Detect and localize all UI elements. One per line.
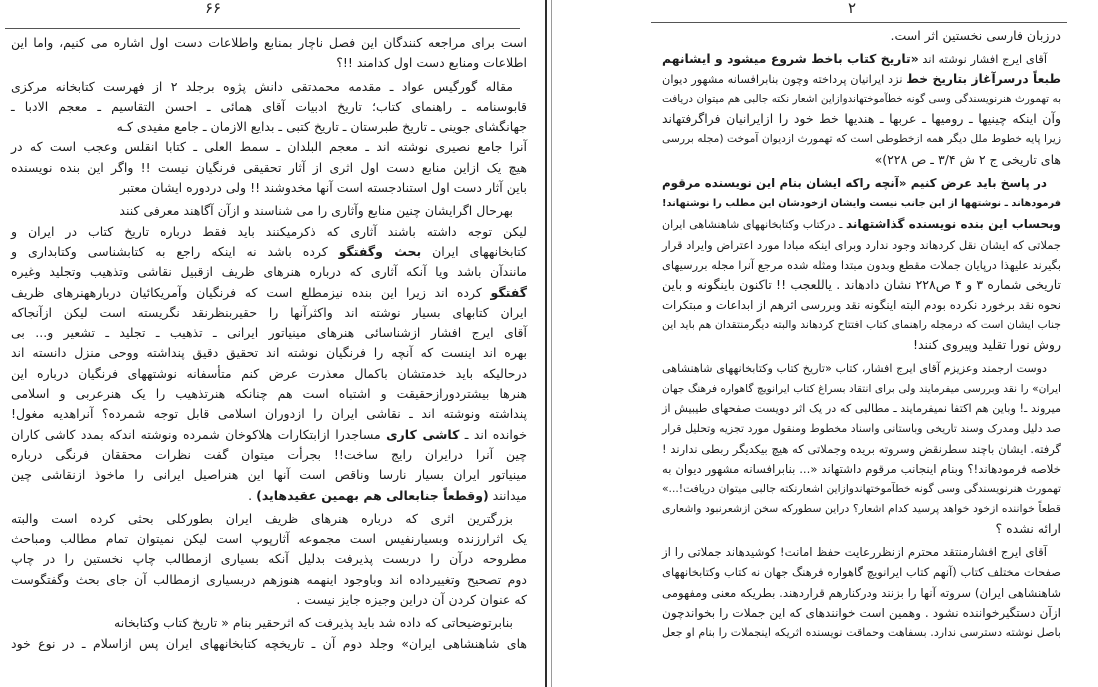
text-line: درحالیکه باید خدمتشان باکمال معذرت عرض کنم متأسفانه نوشتههای فرنگیان درباره این <box>11 365 527 381</box>
text-line <box>10 486 527 506</box>
text-line: ازآن دستگیرخواننده نشود . وهمین است خوانندهای که این جملات را بخواندچون <box>662 605 1061 620</box>
text-line: تهمورث هنرنویسندگی وسی گونه خطآموختهاندوازاین اشعارنکته جالبی میتوان دریافت!...» <box>662 482 1061 496</box>
paragraph <box>661 26 1061 46</box>
paragraph <box>661 173 1061 356</box>
text-line: است برای مراجعه کنندگان این فصل ناچار بمنابع واطلاعات دست اول اشاره می کنیم، واما این <box>11 35 527 50</box>
text-segment: . <box>248 487 257 503</box>
header-rule <box>5 28 520 29</box>
text-segment: کتابخانههای ایران <box>421 243 527 259</box>
page-number: ۶۶ <box>205 0 222 17</box>
text-line <box>10 425 527 445</box>
text-line: وآن اینکه چینیها ـ رومیها ـ عربها ـ هندیها خط خود را ازایرانیان فراگرفتهاند <box>662 111 1061 127</box>
text-line: بزرگترین اثری که درباره هنرهای ظریف ایران بطورکلی بحثی کرده است والبته <box>11 510 513 526</box>
text-line: ارائه نشده ؟ <box>995 521 1061 537</box>
text-segment: کرده اند زیرا این بنده نیزمطلع است که فرنگیان وآمریکائیان دربارههنرهای ظریف <box>11 284 491 300</box>
text-line: آقای ایرج افشار ازشناسائی هنرهای مینیاتور ایرانی ـ تذهیب ـ تجلید ـ تشعیر و... بی <box>11 325 527 341</box>
text-line: دوم تصحیح وتغییرداده اند وباوجود اینهمه هنوزهم دربسیاری ازمطالب آن جای بحث وگفتگوست <box>11 571 527 587</box>
text-line: مقاله گورگیس عواد ـ مقدمه محمدتقی دانش پژوه برجلد ۲ از فهرست کتابخانه مرکزی <box>10 78 513 94</box>
text-segment: ـ درکتاب وکتابخانههای شاهنشاهی ایران <box>662 217 847 231</box>
text-line: صفحات مختلف کتاب (آنهم کتاب ایرانویچ گاهواره فرهنگ جهان نه کتاب وکتابخانههای <box>662 565 1061 580</box>
paragraph <box>10 201 527 505</box>
text-line: لیکن توجه داشته باشند آثاری که ذکرمیکنند باید فقط درباره تاریخ کتاب در ایران و <box>11 223 527 239</box>
text-line: بهره اند اینست که آنچه را فرنگیان نوشته اند تحقیق دقیق پنداشته ووحی منزل دانسته اند <box>11 345 527 361</box>
text-line: نحوه نقد برخورد نکرده بودم البته اینگونه نقد وبررسی اثرهم از ابداعات و مبتکرات <box>662 298 1061 313</box>
text-line: چین آنرا درایران رایج ساخت!! بجرأت میتوان گفت نظرات محققان فرنگی درباره <box>11 446 527 462</box>
text-line: گرفته. ایشان باچند سطرنقض وسروته بریده وجملاتی که هیچ بیکدیگر ربطی ندارند ! <box>662 441 1061 456</box>
paragraph <box>10 33 527 74</box>
paragraph <box>661 542 1061 642</box>
bold-text-segment: «تاریخ کتاب باخط شروع میشود و ایشانهم <box>662 52 919 67</box>
text-segment: مساجدرا ازابتکارات هلاکوخان شمرده ونوشته اندکه بمدد کاشی کاران <box>10 426 387 442</box>
text-line <box>661 173 1047 194</box>
text-segment: آقای ایرج افشار نوشته اند <box>918 52 1047 67</box>
right-page <box>551 0 1098 687</box>
text-line: مطروحه درآن را دربست پذیرفت بدلیل آنکه بسیاری ازمطالب چاپ نخستین را در چاپ <box>11 551 527 567</box>
text-line: خلاصه فرمودهاند!؟ وبنام اینجانب مرقوم داشتهاند «... بنابرافسانه مشهور دیوان به <box>662 461 1061 476</box>
text-segment: کرده باشد نه اینکه راجع به کتابشناسی وکتابداری و <box>10 243 339 259</box>
bold-text-segment: (وقطعاً جنابعالی هم بهمین عقیدهاید) <box>256 487 489 503</box>
bold-text-segment: کاشی کاری <box>386 426 460 442</box>
left-page <box>0 0 547 687</box>
text-line: بنابرتوضیحاتی که داده شد باید پذیرفت که اثرحقیر بنام « تاریخ کتاب وکتابخانه <box>114 615 513 631</box>
text-line <box>10 283 527 303</box>
text-line: ایران کتابهای بسیار نوشته اند واکثرآنها را حقیربنظرنقد نگریسته است لیکن ازآنجاکه <box>11 304 527 320</box>
text-line: پنداشته ونوشته اند ـ نقاشی ایران را ازدوران اسلامی قابل توجه شمرده؟ آنراهدیه مغول! <box>11 406 527 422</box>
text-line <box>661 194 1061 214</box>
text-line: قطعاً خواننده ازخود خواهد پرسید کدام اشعار؟ دراین سطورکه سخن ازشعرنبود واشعاری <box>662 502 1061 516</box>
bold-text-segment: در پاسخ باید عرض کنیم «آنچه راکه ایشان بنام این نویسنده مرقوم <box>662 175 1047 190</box>
page-text <box>10 33 527 654</box>
text-line <box>661 69 1061 89</box>
bold-text-segment: گفتگو <box>490 284 527 300</box>
text-line <box>10 242 527 262</box>
paragraph <box>661 359 1061 540</box>
text-line: زیرا پایه خطوط ملل دیگر همه ازخطوطی است که تهمورث ازدیوان آموخت (مجله بررسی <box>662 132 1061 146</box>
header-rule <box>651 22 1067 23</box>
text-line: هیچ یک ازاین منابع دست اول اثری از آثار تحقیقی فرنگیان نیست !! واگر این بنده نویسنده <box>11 159 527 175</box>
page-number: ۲ <box>848 0 857 17</box>
text-line: درزبان فارسی نخستین اثر است. <box>890 28 1061 43</box>
text-segment: خوانده اند ـ <box>459 426 527 442</box>
text-line <box>661 49 1047 69</box>
bold-text-segment: فرمودهاند ـ نوشتهها از این جانب نیست وایشان ازخودشان این مطلب را نوشتهاند! <box>662 197 1061 209</box>
text-line: مینیاتور ایران بسیار نارسا وناقص است آنها این هنراصیل ایرانی را ماخوذ ازنقاشی چین <box>11 467 527 483</box>
paragraph <box>10 509 527 610</box>
text-line: باین آثار دست اول استنادجسته است آنها مخدوشند !! ولی دردوره ایشان معتبر <box>119 180 527 196</box>
bold-text-segment: بحث وگفتگو <box>338 243 422 259</box>
text-line: روش نورا تقلید وپیروی کنند! <box>912 337 1061 353</box>
paragraph <box>10 77 527 199</box>
text-line: قابوسنامه ـ راهنمای کتاب؛ تاریخ ادبیات آقای همائی ـ احسن التقاسیم ـ معجم الادبا ـ <box>11 98 527 114</box>
text-line: جناب ایشان است که درمجله راهنمای کتاب افتتاح کردهاند والبته دیگرمنتقدان هم باید این <box>662 318 1061 332</box>
text-line: صد دلیل ومدرک وسند تاریخی وباستانی واسناد مخطوط ومنقول مورد تجزیه وتحلیل قرار <box>662 421 1061 435</box>
text-line: که عنوان کردن آن دراین وجیزه جایز نیست . <box>296 592 527 608</box>
text-line: میروند ـ! وباین هم اکتفا نمیفرمایند ـ مطالبی که در یک اثر دویست صفحهای طیبیش از <box>662 401 1061 415</box>
text-line: بهرحال اگرایشان چنین منابع وآثاری را می شناسند و ازآن آگاهند معرفی کنند <box>119 203 513 219</box>
text-line <box>661 214 1061 235</box>
text-line: شاهنشاهی ایران) سروته آنها را بزنند ودرکنارهم قراردهند. بطریکه معنی ومفهومی <box>662 585 1061 600</box>
text-line: ایران» را نقد وبررسی میفرمایند ولی برای انتقاد بسراغ کتاب ایرانویچ گاهواره فرهنگ جهان <box>662 382 1061 395</box>
text-line: های شاهنشاهی ایران» وجلد دوم آن ـ تاریخچه کتابخانههای ایران پس ازاسلام ـ در نوع خود <box>11 635 527 651</box>
paragraph <box>10 613 527 654</box>
text-segment: میدانند <box>488 487 527 503</box>
page-text <box>661 26 1061 643</box>
text-line: هنرها بیشتردورازحقیقت و اشتباه است هم چنانکه هنرتذهیب را یک هنرعربی و اسلامی <box>11 386 527 402</box>
bold-text-segment: طبعاً درسرآغاز بتاریخ خط <box>906 72 1061 87</box>
text-segment: نزد ایرانیان پرداخته وچون بنابرافسانه مشهور دیوان <box>662 72 907 87</box>
text-line: مانندآن باشد ویا آنکه آثاری که درباره هنرهای ظریف ازقبیل نقاشی وتذهیب وتجلید وغیره <box>11 264 527 280</box>
text-line: باصل نوشته دسترسی ندارد. بسفاهت وحماقت نویسنده اثریکه اینجملات را بنام او جعل <box>662 625 1061 639</box>
text-line: به تهمورث هنرنویسندگی وسی گونه خطآموختهاندوازاین اشعار نکته جالبی هم میتوان دریافت <box>662 93 1061 106</box>
text-line: تاریخی شماره ۳ و ۴ ص۲۲۸ نشان دادهاند . یاللعجب !! تاکنون باینگونه و باین <box>662 277 1061 293</box>
text-line: اطلاعات ومنابع دست اول کدامند !!؟ <box>336 55 527 71</box>
text-line: آقای ایرج افشارمنتقد محترم ازنظررعایت حفظ امانت! کوشیدهاند جملاتی را از <box>662 545 1047 560</box>
text-line: دوست ارجمند وعزیزم آقای ایرج افشار، کتاب «تاریخ کتاب وکتابخانههای شاهنشاهی <box>662 361 1047 375</box>
paragraph <box>661 49 1061 170</box>
bold-text-segment: وبحساب این بنده نویسنده گذاشتهاند <box>846 216 1061 231</box>
text-line: آنرا جامع نصیری نوشته اند ـ معجم البلدان ـ سمط العلی ـ کتابا انقلس وعجب است که در <box>11 139 527 155</box>
text-line: یک اثرارزنده وبسیارنفیس است مجموعه آثارپوپ است لیکن نمیتوان تمام مطالب ومباحث <box>11 531 527 547</box>
text-line: جهانگشای جوینی ـ تاریخ طبرستان ـ تاریخ کتبی ـ بدایع الازمان ـ جامع مفیدی کـه <box>116 119 527 135</box>
text-line: های تاریخی ج ۲ ش ۳/۴ ـ ص ۲۲۸)» <box>874 151 1061 167</box>
text-line: جملاتی که ایشان نقل کردهاند وجود ندارد وبرای اینکه مبادا مورد اعتراض وایراد قرار <box>662 237 1061 252</box>
text-line: بگیرند علیهذا درپایان جملات مقطع وبدون مبتدا ومثله شده مرجع آنرا مجله بررسیهای <box>662 258 1061 273</box>
